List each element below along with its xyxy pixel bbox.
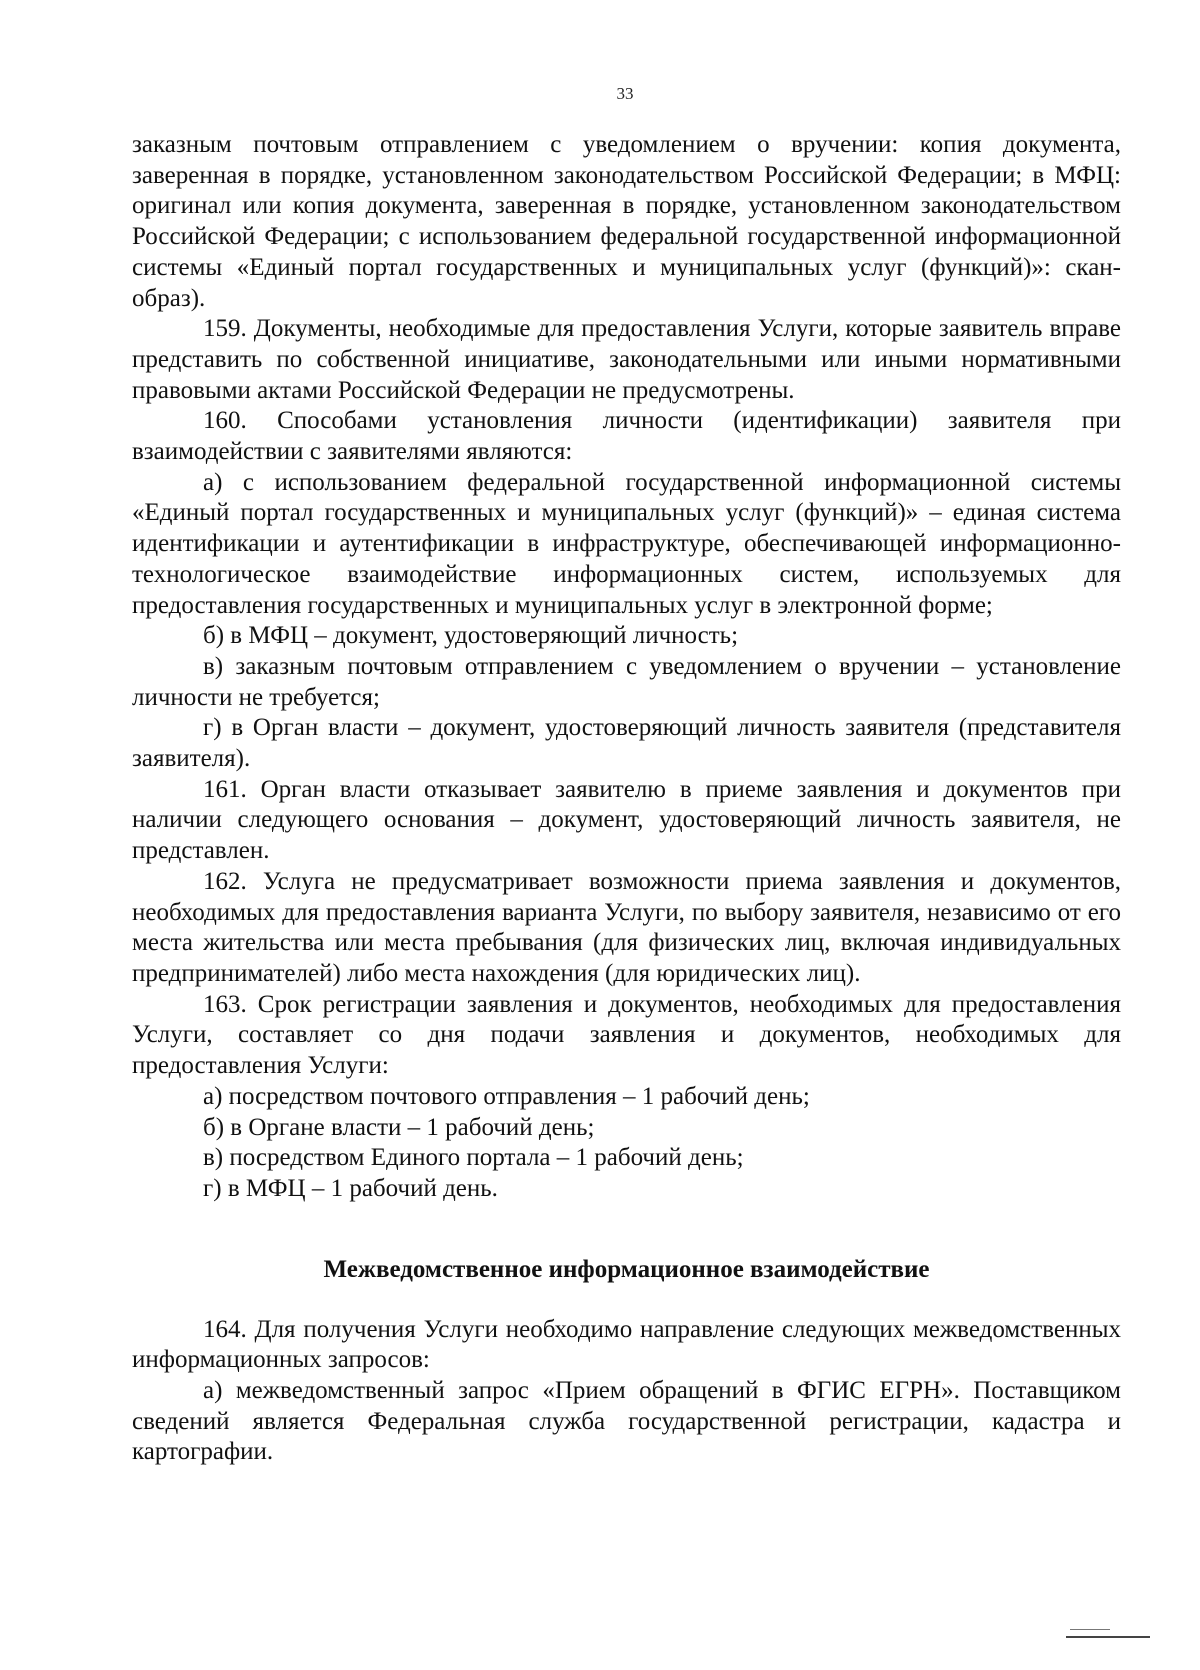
- paragraphs-before-heading: [132, 130, 1121, 1205]
- paragraph-163-a: а) посредством почтового отправления – 1 рабочий день;: [203, 1082, 810, 1110]
- paragraphs-after-heading: [132, 1315, 1121, 1469]
- paragraph-163-b: б) в Органе власти – 1 рабочий день;: [203, 1113, 595, 1141]
- paragraph-160-v: в) заказным почтовым отправлением с уведомлением о вручении – установление личности не требуется;: [132, 652, 1121, 711]
- paragraph-159: 159. Документы, необходимые для предоставления Услуги, которые заявитель вправе представить по собственной инициативе, законодательными или иными нормативными правовыми актами Российской Федерации не предусмотрены.: [132, 315, 1121, 404]
- section-heading: Межведомственное информационное взаимодействие: [323, 1255, 930, 1283]
- paragraph-160: 160. Способами установления личности (идентификации) заявителя при взаимодействии с заявителями являются:: [132, 407, 1121, 466]
- paragraph-164-a: а) межведомственный запрос «Прием обращений в ФГИС ЕГРН». Поставщиком сведений является Федеральная служба государственной регистрации, кадастра и картографии.: [132, 1377, 1121, 1466]
- document-body: [132, 130, 1121, 1468]
- paragraph-160-a: а) с использованием федеральной государственной информационной системы «Единый портал государственных и муниципальных услуг (функций)» – единая система идентификации и аутентификации в инфраструктуре, обеспечивающей информационно-технологическое взаимодействие информационных систем, используемых для предоставления государственных и муниципальных услуг в электронной форме;: [132, 468, 1121, 619]
- paragraph-160-g: г) в Орган власти – документ, удостоверяющий личность заявителя (представителя заявителя).: [132, 714, 1121, 773]
- paragraph-163-v: в) посредством Единого портала – 1 рабочий день;: [203, 1144, 744, 1172]
- paragraph-163: 163. Срок регистрации заявления и документов, необходимых для предоставления Услуги, составляет со дня подачи заявления и документов, необходимых для предоставления Услуги:: [132, 990, 1121, 1080]
- paragraph: заказным почтовым отправлением с уведомлением о вручении: копия документа, заверенная в порядке, установленном законодательством Российской Федерации; в МФЦ: оригинал или копия документа, заверенная в порядке, установленном законодательством Российской Федерации; с использованием федеральной государственной информационной системы «Единый портал государственных и муниципальных услуг (функций)»: скан-образ).: [132, 131, 1121, 312]
- paragraph-161: 161. Орган власти отказывает заявителю в приеме заявления и документов при наличии следующего основания – документ, удостоверяющий личность заявителя, не представлен.: [132, 775, 1121, 865]
- scan-artifact-line: [1070, 1629, 1110, 1630]
- scan-artifact-line: [1066, 1636, 1150, 1638]
- paragraph-160-b: б) в МФЦ – документ, удостоверяющий личность;: [203, 622, 739, 650]
- paragraph-163-g: г) в МФЦ – 1 рабочий день.: [203, 1174, 498, 1202]
- paragraph-164: 164. Для получения Услуги необходимо направление следующих межведомственных информационных запросов:: [132, 1315, 1121, 1374]
- paragraph-162: 162. Услуга не предусматривает возможности приема заявления и документов, необходимых для предоставления варианта Услуги, по выбору заявителя, независимо от его места жительства или места пребывания (для физических лиц, включая индивидуальных предпринимателей) либо места нахождения (для юридических лиц).: [132, 867, 1121, 987]
- page-number: 33: [616, 84, 634, 103]
